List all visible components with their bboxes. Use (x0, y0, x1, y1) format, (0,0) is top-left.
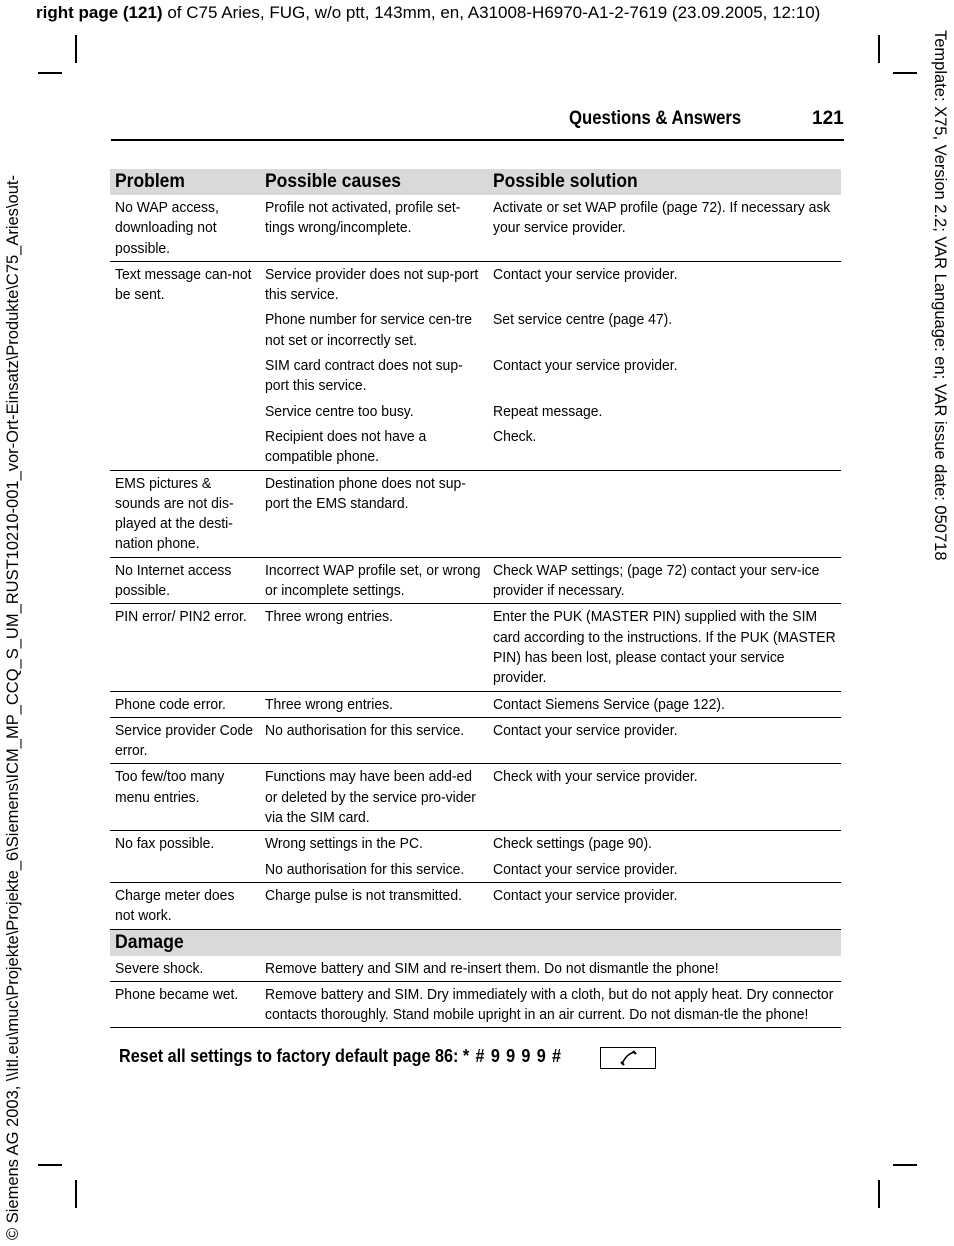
cell-cause: Three wrong entries. (260, 604, 488, 691)
cell-problem: No Internet access possible. (110, 557, 260, 604)
table-row (110, 857, 841, 883)
damage-header-row (110, 929, 841, 956)
cell-cause: No authorisation for this service. (260, 717, 488, 764)
cell-cause: Service centre too busy. (265, 402, 414, 420)
cell-problem: Service provider Code error. (110, 717, 260, 764)
cell-problem: No WAP access, downloading not possible. (110, 195, 260, 261)
cell-solution: Contact Siemens Service (page 122). (488, 691, 841, 717)
cell-solution: Contact your service provider. (493, 357, 678, 375)
cell-problem (110, 857, 260, 883)
column-header-causes: Possible causes (260, 169, 488, 195)
table-row (110, 261, 841, 307)
cell-solution: Check WAP settings; (page 72) contact your serv-ice provider if necessary. (488, 557, 841, 604)
cell-problem: EMS pictures & sounds are not dis-played at the desti-nation phone. (110, 470, 260, 557)
table-row (110, 353, 841, 399)
table-row (110, 604, 841, 691)
cell-problem (110, 424, 260, 470)
crop-mark (38, 1164, 62, 1166)
cell-cause: Service provider does not sup-port this service. (265, 265, 479, 304)
cell-problem (110, 353, 260, 399)
cell-cause: SIM card contract does not sup-port this service. (265, 357, 463, 395)
cell-cause: Phone number for service cen-tre not set or incorrectly set. (265, 311, 473, 349)
page-section-title: Questions & Answers (569, 108, 742, 129)
cell-solution: Contact your service provider. (488, 857, 841, 883)
cell-solution: Set service centre (page 47). (493, 311, 673, 329)
reset-hint (119, 1046, 562, 1067)
print-header-line (36, 3, 820, 23)
table-row (110, 764, 841, 831)
cell-solution: Contact your service provider. (488, 882, 841, 929)
column-header-solution: Possible solution (488, 169, 841, 195)
damage-row (110, 956, 841, 982)
cell-problem: Severe shock. (110, 956, 260, 982)
table-row (110, 307, 841, 353)
cell-cause: Destination phone does not sup-port the EMS standard. (260, 470, 488, 557)
crop-mark (878, 1180, 880, 1208)
crop-mark (38, 72, 62, 74)
troubleshooting-table (110, 169, 841, 1028)
table-row (110, 557, 841, 604)
table-body (110, 195, 841, 929)
crop-mark (75, 35, 77, 63)
cell-problem: Phone code error. (110, 691, 260, 717)
table-row (110, 882, 841, 929)
cell-cause: Charge pulse is not transmitted. (260, 882, 488, 929)
table-row (110, 717, 841, 764)
cell-problem (110, 307, 260, 353)
cell-problem: Phone became wet. (110, 981, 260, 1028)
crop-mark (75, 1180, 77, 1208)
table-row (110, 470, 841, 557)
cell-solution (488, 470, 841, 557)
page-number: 121 (812, 108, 844, 129)
cell-solution: Contact your service provider. (493, 265, 678, 283)
damage-heading: Damage (110, 929, 841, 956)
cell-cause: Recipient does not have a compatible phone. (260, 424, 488, 470)
print-header-rest: of C75 Aries, FUG, w/o ptt, 143mm, en, A31008-H6970-A1-2-7619 (23.09.2005, 12:10) (162, 3, 821, 22)
cell-solution: Check settings (page 90). (493, 835, 652, 853)
table-header-row (110, 169, 841, 195)
cell-problem: Text message can-not be sent. (115, 265, 252, 304)
cell-problem: Charge meter does not work. (110, 882, 260, 929)
cell-problem: No fax possible. (115, 835, 215, 853)
column-header-problem: Problem (110, 169, 260, 195)
table-row (110, 831, 841, 857)
cell-solution: Activate or set WAP profile (page 72). If necessary ask your service provider. (488, 195, 841, 261)
cell-cause: Profile not activated, profile set-tings wrong/incomplete. (260, 195, 488, 261)
cell-solution: Check. (488, 424, 841, 470)
table-row (110, 691, 841, 717)
cell-cause: Functions may have been add-ed or deleted by the service pro-vider via the SIM card. (260, 764, 488, 831)
cell-solution: Check with your service provider. (488, 764, 841, 831)
cell-solution: Repeat message. (493, 402, 603, 420)
crop-mark (893, 72, 917, 74)
template-info-vertical: Template: X75, Version 2.2; VAR Language: en; VAR issue date: 050718 (931, 30, 949, 561)
cell-problem: PIN error/ PIN2 error. (110, 604, 260, 691)
crop-mark (893, 1164, 917, 1166)
cell-cause: No authorisation for this service. (260, 857, 488, 883)
cell-cause: Incorrect WAP profile set, or wrong or incomplete settings. (260, 557, 488, 604)
cell-problem: Too few/too many menu entries. (110, 764, 260, 831)
crop-mark (878, 35, 880, 63)
cell-solution: Remove battery and SIM. Dry immediately with a cloth, but do not apply heat. Dry connector contacts thoroughly. Stand mobile upright in an air current. Do not disman-tle the phone! (260, 981, 841, 1028)
cell-cause: Wrong settings in the PC. (265, 835, 423, 853)
reset-code: * # 9 9 9 9 # (462, 1046, 562, 1066)
print-header-bold: right page (121) (36, 3, 163, 22)
table-row (110, 399, 841, 424)
damage-body (110, 956, 841, 1028)
call-key-icon (600, 1047, 656, 1069)
cell-solution: Contact your service provider. (488, 717, 841, 764)
table-row (110, 424, 841, 470)
cell-problem (110, 399, 260, 424)
copyright-path-vertical: © Siemens AG 2003, \\Itl.eu\muc\Projekte\Projekte_6\Siemens\ICM_MP_CCQ_S_UM_RUST10210-001_vor-Ort-Einsatz\Produkte\C75_Aries\out- (4, 175, 22, 1240)
damage-row (110, 981, 841, 1028)
header-rule (111, 139, 844, 141)
cell-solution: Remove battery and SIM and re-insert them. Do not dismantle the phone! (260, 956, 841, 982)
cell-cause: Three wrong entries. (260, 691, 488, 717)
reset-hint-text: Reset all settings to factory default page 86: (119, 1046, 463, 1066)
cell-solution: Enter the PUK (MASTER PIN) supplied with the SIM card according to the instructions. If the PUK (MASTER PIN) has been lost, please contact your service provider. (488, 604, 841, 691)
table-row (110, 195, 841, 261)
